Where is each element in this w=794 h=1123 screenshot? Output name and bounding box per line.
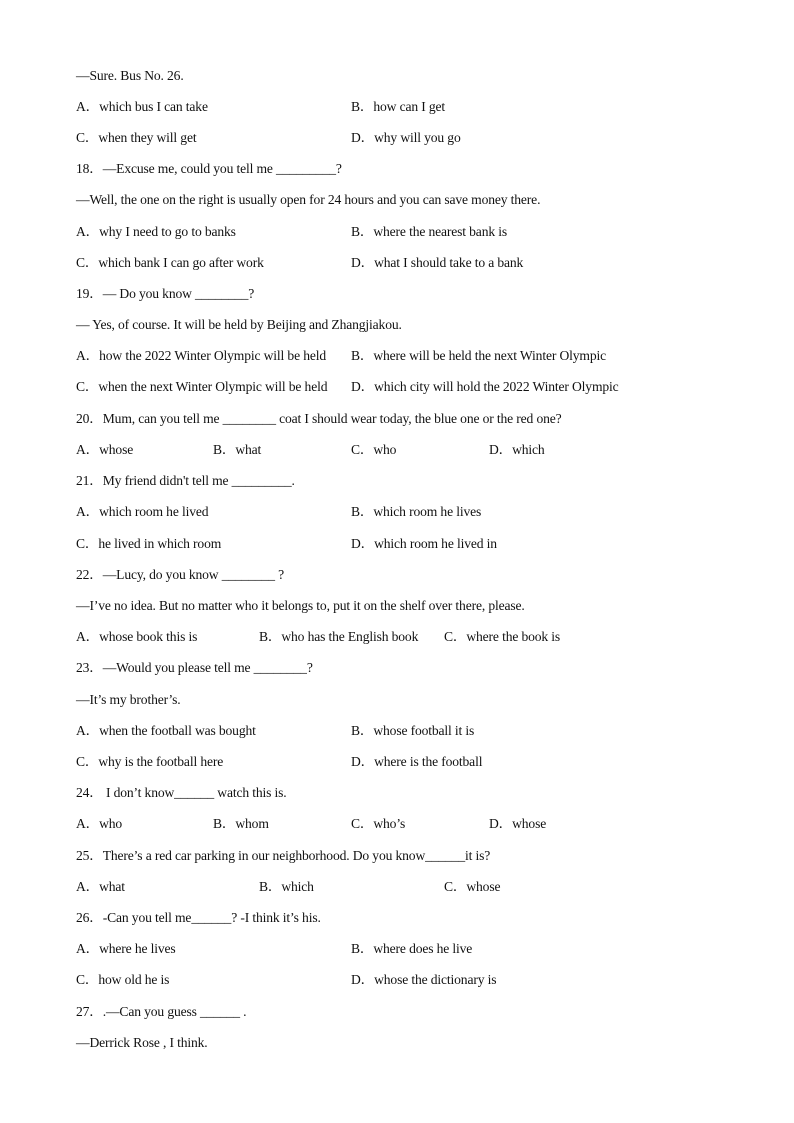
question-26: 26．-Can you tell me______? -I think it’s his.	[76, 910, 321, 925]
option-a: A．where he lives	[76, 941, 176, 956]
option-b: B．which room he lives	[351, 504, 482, 519]
dialogue-line: —It’s my brother’s.	[76, 692, 181, 707]
question-25: 25．There’s a red car parking in our neighborhood. Do you know______it is?	[76, 848, 491, 863]
question-20: 20．Mum, can you tell me ________ coat I should wear today, the blue one or the red one?	[76, 411, 562, 426]
option-a: A．who	[76, 816, 123, 831]
option-c: C．where the book is	[444, 629, 561, 644]
option-b: B．whom	[213, 816, 269, 831]
dialogue-line: —Sure. Bus No. 26.	[76, 68, 184, 83]
option-c: C．whose	[444, 879, 501, 894]
option-a: A．how the 2022 Winter Olympic will be held	[76, 348, 327, 363]
question-27: 27．.—Can you guess ______ .	[76, 1004, 247, 1019]
option-c: C．who	[351, 442, 397, 457]
option-d: D．which city will hold the 2022 Winter Olympic	[351, 379, 619, 394]
option-b: B．which	[259, 879, 314, 894]
option-c: C．who’s	[351, 816, 406, 831]
question-18: 18．—Excuse me, could you tell me _________?	[76, 161, 342, 176]
option-c: C．when the next Winter Olympic will be held	[76, 379, 328, 394]
option-b: B．who has the English book	[259, 629, 419, 644]
option-b: B．how can I get	[351, 99, 446, 114]
option-d: D．what I should take to a bank	[351, 255, 524, 270]
option-a: A．which bus I can take	[76, 99, 208, 114]
option-c: C．he lived in which room	[76, 536, 222, 551]
option-a: A．what	[76, 879, 125, 894]
option-d: D．why will you go	[351, 130, 461, 145]
dialogue-line: — Yes, of course. It will be held by Beijing and Zhangjiakou.	[76, 317, 402, 332]
option-d: D．which	[489, 442, 545, 457]
dialogue-line: —Well, the one on the right is usually open for 24 hours and you can save money there.	[76, 192, 541, 207]
option-a: A．whose book this is	[76, 629, 198, 644]
option-d: D．whose	[489, 816, 547, 831]
option-b: B．where will be held the next Winter Olympic	[351, 348, 606, 363]
option-c: C．how old he is	[76, 972, 170, 987]
option-b: B．where the nearest bank is	[351, 224, 508, 239]
option-b: B．what	[213, 442, 262, 457]
option-c: C．when they will get	[76, 130, 197, 145]
option-a: A．which room he lived	[76, 504, 209, 519]
dialogue-line: —I’ve no idea. But no matter who it belongs to, put it on the shelf over there, please.	[76, 598, 525, 613]
option-c: C．which bank I can go after work	[76, 255, 264, 270]
option-d: D．which room he lived in	[351, 536, 497, 551]
option-c: C．why is the football here	[76, 754, 224, 769]
option-a: A．whose	[76, 442, 134, 457]
option-d: D．where is the football	[351, 754, 483, 769]
option-a: A．when the football was bought	[76, 723, 256, 738]
option-b: B．where does he live	[351, 941, 473, 956]
question-23: 23．—Would you please tell me ________?	[76, 660, 313, 675]
question-24: 24． I don’t know______ watch this is.	[76, 785, 287, 800]
question-21: 21．My friend didn't tell me _________.	[76, 473, 295, 488]
option-d: D．whose the dictionary is	[351, 972, 497, 987]
dialogue-line: —Derrick Rose , I think.	[76, 1035, 208, 1050]
option-a: A．why I need to go to banks	[76, 224, 236, 239]
question-22: 22．—Lucy, do you know ________ ?	[76, 567, 285, 582]
question-19: 19．— Do you know ________?	[76, 286, 255, 301]
option-b: B．whose football it is	[351, 723, 475, 738]
